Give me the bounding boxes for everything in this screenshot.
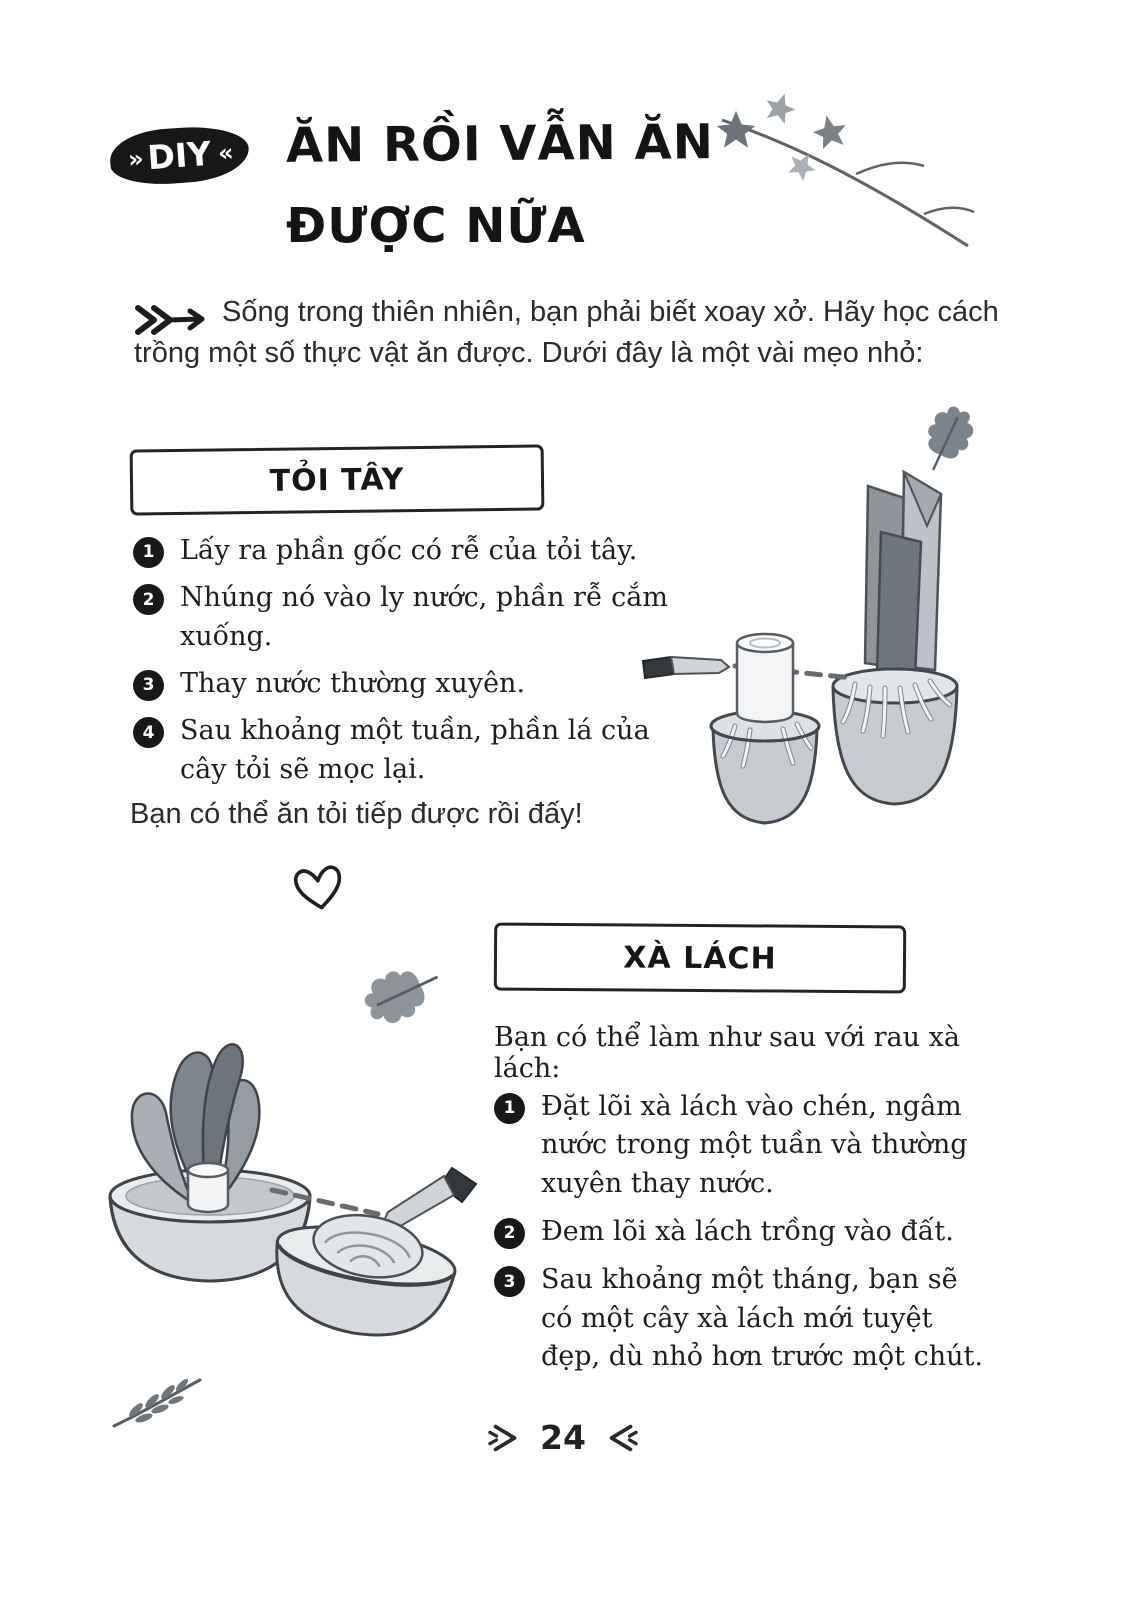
diy-badge: [108, 123, 250, 188]
list-item: [494, 1088, 994, 1203]
list-item: [494, 1213, 994, 1251]
step-text: Thay nước thường xuyên.: [180, 667, 526, 699]
list-item: [133, 712, 680, 789]
leek-heading-label: TỎI TÂY: [269, 461, 405, 499]
ivy-branch-decoration: [706, 92, 996, 260]
step-text: Đem lõi xà lách trồng vào đất.: [541, 1215, 954, 1247]
knife-icon: [382, 1168, 476, 1228]
chevron-left-icon: «: [217, 137, 232, 167]
list-item: [133, 532, 680, 570]
page-arrow-left-icon: [488, 1419, 522, 1457]
lettuce-section-heading: [494, 923, 906, 994]
water-cup-right: [833, 669, 957, 804]
leek-stalks: [865, 472, 941, 678]
page-arrow-right-icon: [604, 1419, 638, 1457]
step-text: Nhúng nó vào ly nước, phần rễ cắm xuống.: [180, 582, 668, 652]
lettuce-heading-label: XÀ LÁCH: [623, 939, 777, 977]
lettuce-intro-text: Bạn có thể làm như sau với rau xà lách:: [494, 1022, 960, 1084]
knife-icon: [643, 657, 729, 678]
diy-badge-label: DIY: [146, 133, 213, 178]
page-title-line2: ĐƯỢC NỮA: [286, 198, 586, 254]
lettuce-steps-list: [494, 1088, 994, 1376]
leek-steps-list: [133, 532, 680, 789]
list-item: [133, 665, 680, 703]
heart-doodle-icon: [291, 863, 347, 916]
page-number: 24: [540, 1418, 586, 1457]
step-text: Đặt lõi xà lách vào chén, ngâm nước trong một tuần và thường xuyên thay nước.: [541, 1091, 968, 1199]
page-number-row: [0, 1418, 1126, 1457]
list-item: [133, 579, 680, 656]
step-number-badge: 1: [133, 537, 164, 568]
step-number-badge: 2: [494, 1218, 525, 1249]
step-number-badge: 4: [133, 717, 164, 748]
step-text: Sau khoảng một tuần, phần lá của cây tỏi sẽ mọc lại.: [180, 715, 650, 785]
leek-regrow-illustration: [640, 468, 995, 863]
step-text: Lấy ra phần gốc có rễ của tỏi tây.: [180, 535, 638, 566]
page-title-line1: ĂN RỒI VẪN ĂN: [285, 114, 715, 174]
leek-section-heading: [130, 444, 545, 515]
water-cup-left: [711, 634, 819, 823]
chevron-right-icon: »: [127, 144, 142, 174]
leek-closing-note: Bạn có thể ăn tỏi tiếp được rồi đấy!: [130, 798, 583, 830]
step-number-badge: 2: [133, 584, 164, 615]
lettuce-regrow-illustration: [60, 1018, 480, 1368]
intro-paragraph: Sống trong thiên nhiên, bạn phải biết xoay xở. Hãy học cách trồng một số thực vật ăn được. Dưới đây là một vài mẹo nhỏ:: [134, 296, 999, 370]
step-number-badge: 3: [494, 1266, 525, 1297]
list-item: [494, 1261, 994, 1376]
step-number-badge: 1: [494, 1093, 525, 1124]
step-number-badge: 3: [133, 670, 164, 701]
step-text: Sau khoảng một tháng, bạn sẽ có một cây xà lách mới tuyệt đẹp, dù nhỏ hơn trước một chút.: [541, 1264, 983, 1372]
